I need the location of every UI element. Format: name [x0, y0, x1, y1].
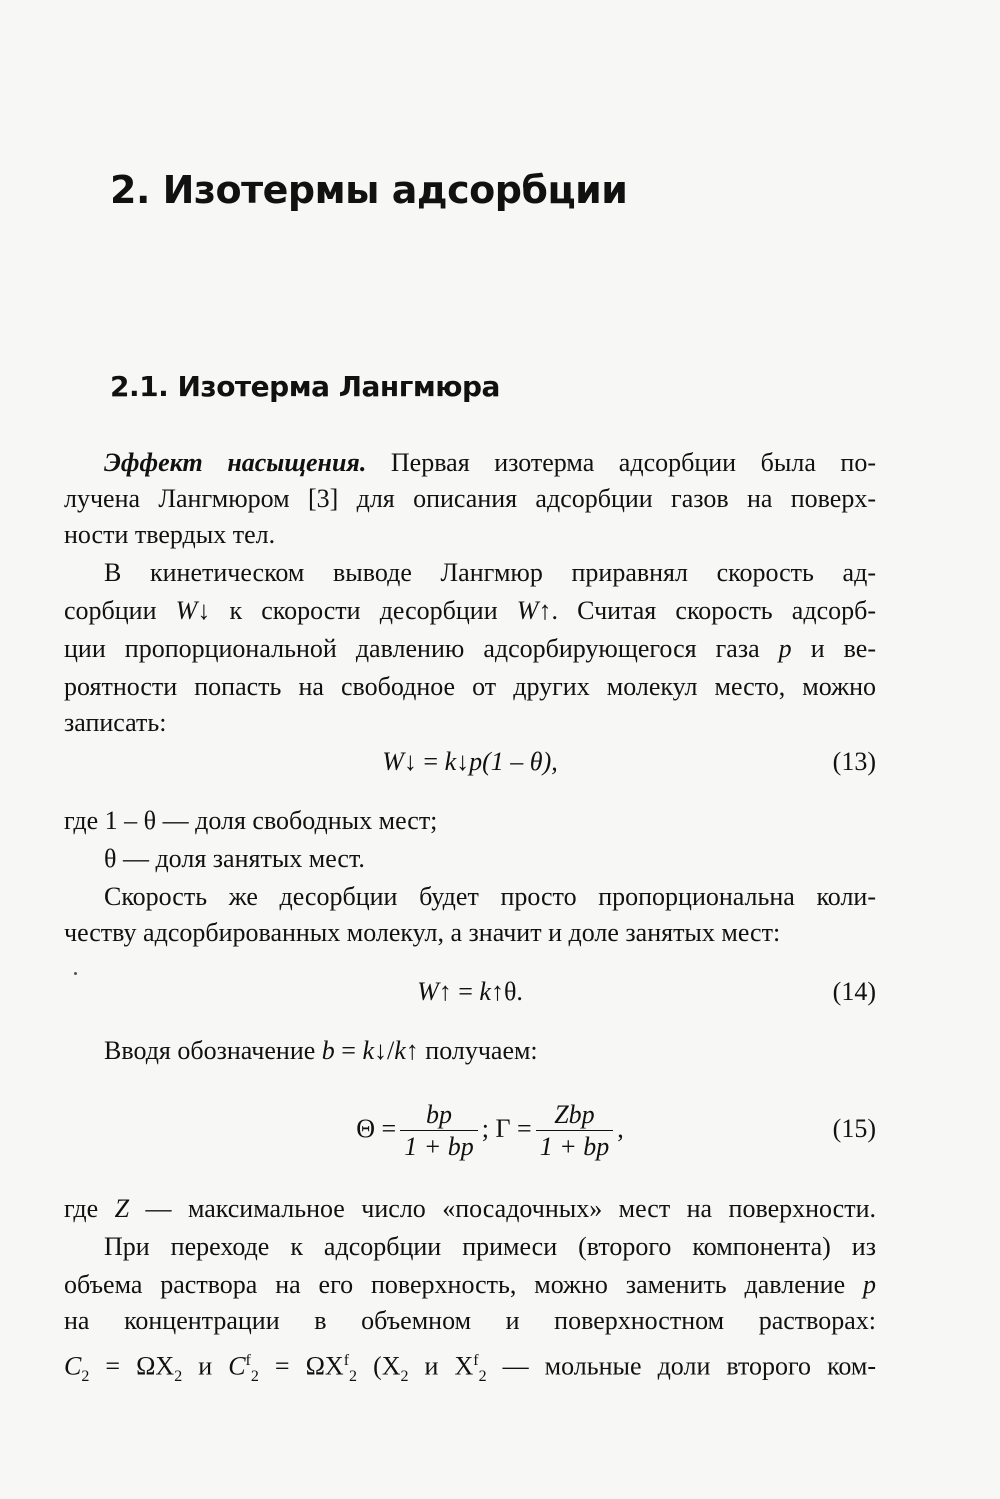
theta-symbol: Θ = [356, 1114, 397, 1143]
text: = ΩX [89, 1351, 175, 1381]
equation-number: (13) [832, 747, 876, 776]
symbol-w-up: W↑ [516, 596, 552, 625]
text: получаем: [418, 1036, 538, 1065]
text: = ΩX [258, 1351, 344, 1381]
text: Первая изотерма адсорбции была по- [366, 448, 877, 477]
equation-number: (14) [832, 977, 876, 1006]
numerator: bp [400, 1100, 478, 1131]
paragraph-line: При переходе к адсорбции примеси (второго компонента) из [104, 1232, 876, 1261]
text: и ве- [791, 634, 876, 663]
subscript: 2 [400, 1367, 409, 1385]
equation-formula [104, 1094, 876, 1164]
subscript: 2 [81, 1367, 90, 1385]
text: к скорости десорбции [210, 596, 517, 625]
lead-term: Эффект насыщения. [104, 448, 367, 477]
symbol-z: Z [114, 1194, 130, 1223]
symbol-b: b [321, 1036, 335, 1065]
symbol-k-down: k↓ [444, 747, 470, 776]
subscript: 2 [174, 1367, 183, 1385]
paragraph-line [64, 1344, 876, 1394]
superscript: f [245, 1352, 251, 1369]
numerator: Zbp [536, 1100, 614, 1131]
symbol-k-up: k↑ [394, 1036, 419, 1065]
text: (X [357, 1351, 401, 1381]
symbol-k-down: k↓ [362, 1036, 387, 1065]
fraction-theta [400, 1100, 478, 1163]
superscript: f [473, 1352, 479, 1369]
text: = [334, 1036, 363, 1065]
text: где [64, 1194, 115, 1223]
equation-number: (15) [832, 1114, 876, 1143]
symbol-w-up: W↑ [417, 977, 452, 1006]
where-line: где 1 – θ — доля свободных мест; [64, 806, 438, 835]
equation-14 [64, 972, 876, 1012]
symbol-p: p [778, 634, 792, 663]
symbol-w-down: W↓ [382, 747, 417, 776]
paragraph-line: лучена Лангмюром [3] для описания адсорбции газов на поверх- [64, 484, 876, 513]
section-title: 2.1. Изотерма Лангмюра [110, 370, 500, 403]
formula-rest: θ. [503, 977, 523, 1006]
separator: ; Γ = [481, 1114, 532, 1143]
paragraph-line [64, 1268, 876, 1302]
where-line: θ — доля занятых мест. [104, 844, 365, 873]
comma: , [617, 1114, 624, 1143]
paragraph-line: роятности попасть на свободное от других молекул место, можно [64, 672, 876, 701]
text: / [387, 1036, 395, 1065]
text: — максимальное число «посадочных» мест на поверхности. [129, 1194, 876, 1223]
symbol-w-down: W↓ [175, 596, 211, 625]
equation-15 [64, 1094, 876, 1164]
paragraph-line [104, 446, 876, 480]
symbol-c: C [64, 1351, 82, 1381]
paragraph-line: записать: [64, 708, 167, 737]
equation-formula: W↓ = k↓p(1 – θ), [382, 747, 558, 776]
symbol-p: p [863, 1270, 876, 1299]
text: — мольные доли второго ком- [486, 1351, 877, 1381]
chapter-title: 2. Изотермы адсорбции [110, 168, 628, 212]
text: объема раствора на его поверхность, можно заменить давление [64, 1270, 863, 1299]
text: сорбции [64, 596, 176, 625]
fraction-gamma [536, 1100, 614, 1163]
equation-13 [64, 742, 876, 782]
paragraph-line [104, 1034, 876, 1068]
symbol-c: C [228, 1351, 246, 1381]
paragraph-line [64, 632, 876, 666]
text: . Считая скорость адсорб- [551, 596, 877, 625]
text: и [182, 1351, 229, 1381]
paragraph-line: честву адсорбированных молекул, а значит и доле занятых мест: [64, 918, 781, 947]
text: Вводя обозначение [104, 1036, 322, 1065]
paragraph-line: В кинетическом выводе Лангмюр приравнял скорость ад- [104, 558, 876, 587]
paragraph-line: ности твердых тел. [64, 520, 276, 549]
paragraph-line: Скорость же десорбции будет просто пропорциональна коли- [104, 882, 876, 911]
paragraph-line [64, 594, 876, 628]
equation-formula: W↑ = k↑θ. [417, 977, 523, 1006]
formula-rest: p(1 – θ), [469, 747, 558, 776]
symbol-k-up: k↑ [479, 977, 504, 1006]
text: и X [408, 1351, 474, 1381]
paragraph-line: на концентрации в объемном и поверхностном растворах: [64, 1306, 876, 1335]
subscript: 2 [349, 1367, 358, 1385]
subscript: 2 [250, 1367, 259, 1385]
superscript: f [343, 1352, 350, 1369]
denominator: 1 + bp [539, 1131, 610, 1161]
denominator: 1 + bp [404, 1131, 474, 1161]
text: ции пропорциональной давлению адсорбирующегося газа [64, 634, 779, 663]
subscript: 2 [478, 1367, 487, 1385]
where-line [64, 1192, 876, 1226]
